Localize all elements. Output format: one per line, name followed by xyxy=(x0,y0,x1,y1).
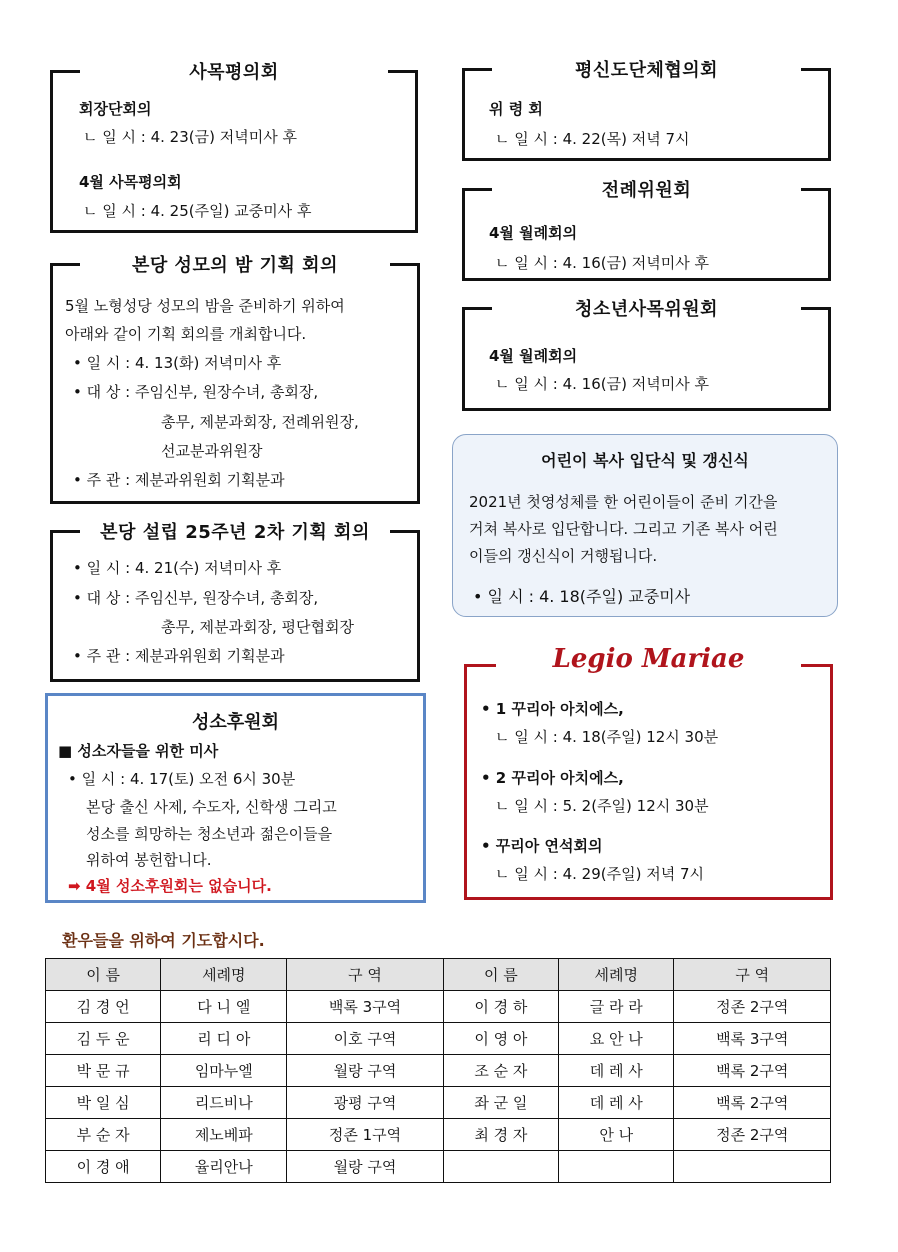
jeonre-title: 전례위원회 xyxy=(601,180,692,201)
youth-box xyxy=(462,299,831,411)
marian-p2: 아래와 같이 기획 회의를 개최합니다. xyxy=(65,325,307,343)
table-cell: 최 경 자 xyxy=(443,1119,558,1151)
header-baptism-2: 세례명 xyxy=(559,959,674,991)
vocation-b1: • 일 시 : 4. 17(토) 오전 6시 30분 xyxy=(68,770,296,788)
header-name-1: 이 름 xyxy=(46,959,161,991)
table-cell: 백록 3구역 xyxy=(287,991,443,1023)
legio-l2: ㄴ 일 시 : 5. 2(주일) 12시 30분 xyxy=(495,797,709,815)
anniv-title: 본당 설립 25주년 2차 기획 회의 xyxy=(100,522,370,543)
table-row xyxy=(46,1119,831,1151)
table-row xyxy=(46,1087,831,1119)
legio-title: Legio Mariae xyxy=(552,644,745,674)
table-cell xyxy=(443,1151,558,1183)
samok-l2: ㄴ 일 시 : 4. 25(주일) 교중미사 후 xyxy=(83,202,312,220)
table-cell xyxy=(674,1151,831,1183)
anniv-b1: • 일 시 : 4. 21(수) 저녁미사 후 xyxy=(73,559,282,577)
youth-l1: ㄴ 일 시 : 4. 16(금) 저녁미사 후 xyxy=(495,375,709,393)
prayer-header-row xyxy=(46,959,831,991)
table-cell: 박 일 심 xyxy=(46,1087,161,1119)
legio-h1: • 1 꾸리아 아치에스, xyxy=(481,700,624,718)
legio-h2: • 2 꾸리아 아치에스, xyxy=(481,769,624,787)
marian-box xyxy=(50,255,420,504)
marian-b2: • 대 상 : 주임신부, 원장수녀, 총회장, xyxy=(73,383,319,401)
vocation-title: 성소후원회 xyxy=(192,712,279,733)
table-cell: 이호 구역 xyxy=(287,1023,443,1055)
table-cell: 리드비나 xyxy=(161,1087,287,1119)
table-row xyxy=(46,1023,831,1055)
vocation-box xyxy=(45,693,426,903)
samok-box xyxy=(50,62,418,233)
altar-b1: • 일 시 : 4. 18(주일) 교중미사 xyxy=(473,587,691,606)
jeonre-box xyxy=(462,180,831,281)
vocation-p1: 본당 출신 사제, 수도자, 신학생 그리고 xyxy=(86,798,337,816)
table-cell: 이 영 아 xyxy=(443,1023,558,1055)
table-cell: 글 라 라 xyxy=(559,991,674,1023)
vocation-h1: ■ 성소자들을 위한 미사 xyxy=(58,742,219,760)
altar-p2: 거쳐 복사로 입단합니다. 그리고 기존 복사 어린 xyxy=(469,520,778,538)
table-cell xyxy=(559,1151,674,1183)
table-row xyxy=(46,1055,831,1087)
header-district-2: 구 역 xyxy=(674,959,831,991)
table-cell: 율리안나 xyxy=(161,1151,287,1183)
altar-p1: 2021년 첫영성체를 한 어린이들이 준비 기간을 xyxy=(469,493,778,511)
pyeongsin-title: 평신도단체협의회 xyxy=(574,60,719,81)
pyeongsin-h1: 위 령 회 xyxy=(489,100,543,118)
table-cell: 다 니 엘 xyxy=(161,991,287,1023)
marian-title: 본당 성모의 밤 기획 회의 xyxy=(132,255,338,276)
header-baptism-1: 세례명 xyxy=(161,959,287,991)
table-cell: 백록 2구역 xyxy=(674,1087,831,1119)
marian-p1: 5월 노형성당 성모의 밤을 준비하기 위하여 xyxy=(65,297,345,315)
table-cell: 데 레 사 xyxy=(559,1087,674,1119)
legio-l3: ㄴ 일 시 : 4. 29(주일) 저녁 7시 xyxy=(495,865,704,883)
table-row xyxy=(46,1151,831,1183)
table-cell: 월랑 구역 xyxy=(287,1055,443,1087)
marian-b3: • 주 관 : 제분과위원회 기획분과 xyxy=(73,471,285,489)
table-cell: 김 경 언 xyxy=(46,991,161,1023)
altar-title: 어린이 복사 입단식 및 갱신식 xyxy=(541,451,749,470)
samok-h1: 회장단회의 xyxy=(79,100,152,118)
samok-l1: ㄴ 일 시 : 4. 23(금) 저녁미사 후 xyxy=(83,128,297,146)
prayer-heading: 환우들을 위하여 기도합시다. xyxy=(62,931,265,950)
table-cell: 제노베파 xyxy=(161,1119,287,1151)
table-cell: 월랑 구역 xyxy=(287,1151,443,1183)
header-district-1: 구 역 xyxy=(287,959,443,991)
header-name-2: 이 름 xyxy=(443,959,558,991)
table-cell: 이 경 하 xyxy=(443,991,558,1023)
anniv-b2: • 대 상 : 주임신부, 원장수녀, 총회장, xyxy=(73,589,319,607)
samok-title: 사목평의회 xyxy=(189,62,279,83)
anniv-box xyxy=(50,522,420,682)
vocation-p2: 성소를 희망하는 청소년과 젊은이들을 xyxy=(86,825,333,843)
table-cell: 리 디 아 xyxy=(161,1023,287,1055)
youth-h1: 4월 월례회의 xyxy=(489,347,578,365)
table-cell: 정존 2구역 xyxy=(674,991,831,1023)
table-cell: 좌 군 일 xyxy=(443,1087,558,1119)
vocation-p3: 위하여 봉헌합니다. xyxy=(86,851,212,869)
vocation-notice: ➡ 4월 성소후원회는 없습니다. xyxy=(68,877,272,895)
table-cell: 박 문 규 xyxy=(46,1055,161,1087)
pyeongsin-l1: ㄴ 일 시 : 4. 22(목) 저녁 7시 xyxy=(495,130,690,148)
table-cell: 김 두 운 xyxy=(46,1023,161,1055)
table-cell: 안 나 xyxy=(559,1119,674,1151)
table-cell: 정존 1구역 xyxy=(287,1119,443,1151)
marian-b2c: 선교분과위원장 xyxy=(161,442,263,460)
jeonre-l1: ㄴ 일 시 : 4. 16(금) 저녁미사 후 xyxy=(495,254,709,272)
legio-h3: • 꾸리아 연석회의 xyxy=(481,837,603,855)
table-cell: 부 순 자 xyxy=(46,1119,161,1151)
samok-h2: 4월 사목평의회 xyxy=(79,173,182,191)
table-cell: 백록 3구역 xyxy=(674,1023,831,1055)
jeonre-h1: 4월 월례회의 xyxy=(489,224,578,242)
table-cell: 요 안 나 xyxy=(559,1023,674,1055)
youth-title: 청소년사목위원회 xyxy=(574,299,719,320)
table-cell: 정존 2구역 xyxy=(674,1119,831,1151)
table-cell: 광평 구역 xyxy=(287,1087,443,1119)
pyeongsin-box xyxy=(462,60,831,161)
anniv-b3: • 주 관 : 제분과위원회 기획분과 xyxy=(73,647,285,665)
table-cell: 백록 2구역 xyxy=(674,1055,831,1087)
marian-b1: • 일 시 : 4. 13(화) 저녁미사 후 xyxy=(73,354,282,372)
legio-box xyxy=(464,644,833,900)
altar-p3: 이들의 갱신식이 거행됩니다. xyxy=(469,547,658,565)
prayer-table xyxy=(45,958,831,1183)
table-cell: 데 레 사 xyxy=(559,1055,674,1087)
table-cell: 임마누엘 xyxy=(161,1055,287,1087)
table-cell: 이 경 애 xyxy=(46,1151,161,1183)
table-row xyxy=(46,991,831,1023)
marian-b2b: 총무, 제분과회장, 전례위원장, xyxy=(161,413,359,431)
table-cell: 조 순 자 xyxy=(443,1055,558,1087)
altar-box xyxy=(452,434,838,617)
legio-l1: ㄴ 일 시 : 4. 18(주일) 12시 30분 xyxy=(495,728,719,746)
anniv-b2b: 총무, 제분과회장, 평단협회장 xyxy=(161,618,354,636)
